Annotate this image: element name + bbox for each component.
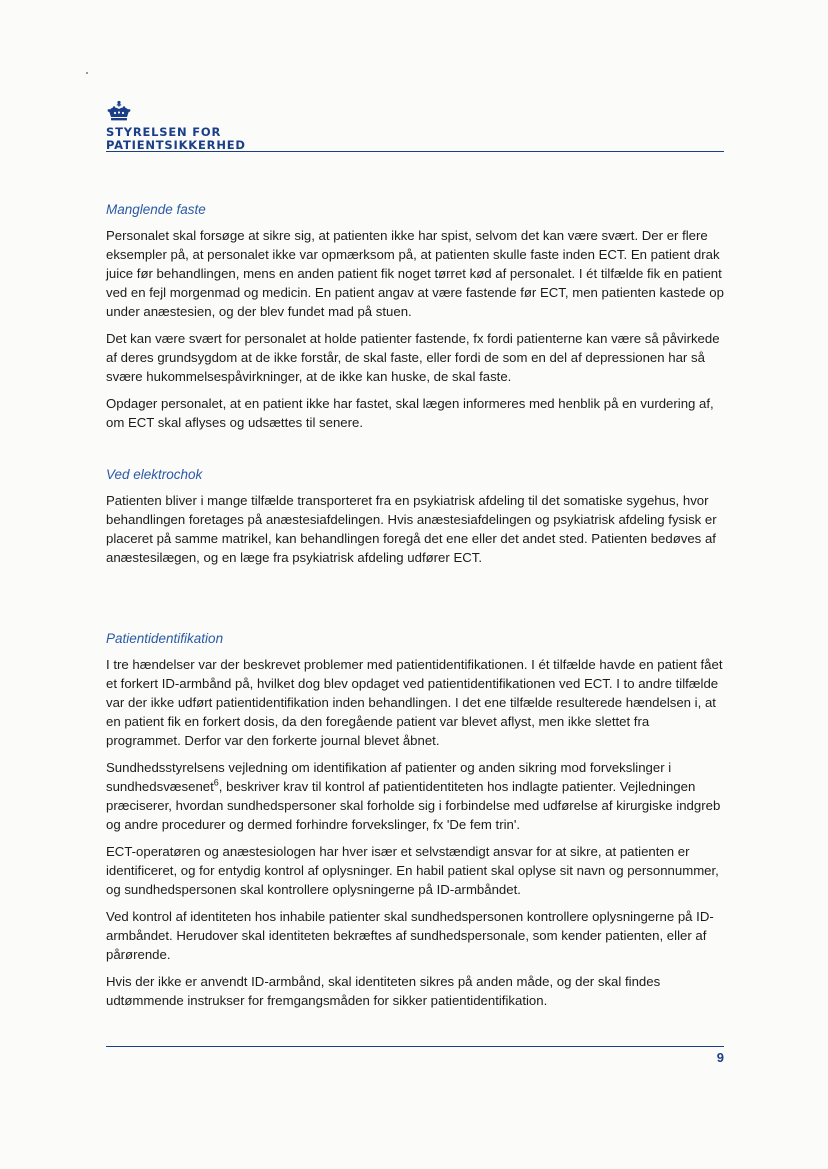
section-heading: Manglende faste: [106, 202, 206, 217]
footnote-reference[interactable]: 6: [213, 777, 219, 788]
paragraph: Ved kontrol af identiteten hos inhabile patienter skal sundhedspersonen kontrollere oplysningerne på ID-armbåndet. Herudover skal identiteten bekræftes af sundhedspersonale, som kender patienten, eller af pårørende.: [106, 909, 714, 962]
paragraph: Det kan være svært for personalet at holde patienter fastende, fx fordi patienterne kan være så påvirkede af deres grundsygdom at de ikke forstår, de skal faste, eller fordi de som en del af depressionen har så svære hukommelsespåvirkninger, at de ikke kan huske, de skal faste.: [106, 331, 720, 384]
scan-artifact: [86, 72, 88, 74]
paragraph-text: Sundhedsstyrelsens vejledning om identifikation af patienter og anden sikring mod forvekslinger i sundhedsvæsenet: [106, 760, 672, 794]
footer-divider: [106, 1046, 724, 1047]
paragraph: Personalet skal forsøge at sikre sig, at patienten ikke har spist, selvom det kan være svært. Der er flere eksempler på, at personalet ikke var opmærksom på, at patienten skulle faste inden ECT. En patient drak juice før behandlingen, mens en anden patient fik noget tørret kød af personalet. I ét tilfælde fik en patient ved en fejl morgenmad og medicin. En patient angav at være fastende før ECT, men patienten kastede op under anæstesien, og der blev fundet mad på stuen.: [106, 228, 724, 319]
paragraph: Opdager personalet, at en patient ikke har fastet, skal lægen informeres med henblik på en vurdering af, om ECT skal aflyses og udsættes til senere.: [106, 396, 714, 430]
paragraph: Patienten bliver i mange tilfælde transporteret fra en psykiatrisk afdeling til det somatiske sygehus, hvor behandlingen foretages på anæstesiafdelingen. Hvis anæstesiafdelingen og psykiatrisk afdeling fysisk er placeret på samme matrikel, kan behandlingen foregå det ene eller det andet sted. Patienten bedøves af anæstesilægen, og en læge fra psykiatrisk afdeling udfører ECT.: [106, 493, 717, 565]
paragraph-with-footnote: [106, 758, 726, 834]
logo-text-line2: PATIENTSIKKERHED: [106, 138, 246, 152]
paragraph-text: , beskriver krav til kontrol af patientidentiteten hos indlagte patienter. Vejledningen præciserer, hvordan sundhedspersoner skal forholde sig i forbindelse med udførelse af kirurgiske indgreb og andre procedurer og dermed forhindre forvekslinger, fx 'De fem trin'.: [106, 779, 721, 832]
section-manglende-faste: [106, 200, 726, 440]
paragraph: Hvis der ikke er anvendt ID-armbånd, skal identiteten sikres på anden måde, og der skal findes udtømmende instrukser for fremgangsmåden for sikker patientidentifikation.: [106, 974, 661, 1008]
paragraph: I tre hændelser var der beskrevet problemer med patientidentifikationen. I ét tilfælde havde en patient fået et forkert ID-armbånd på, hvilket dog blev opdaget ved patientidentifikationen ved ECT. I to andre tilfælde var der ikke udført patientidentifikation inden behandlingen. I det ene tilfælde resulterede hændelsen i, at en patient fik en forkert dosis, da den foregående patient var blevet aflyst, men ikke slettet fra programmet. Derfor var den forkerte journal blevet åbnet.: [106, 657, 723, 748]
header-divider: [106, 151, 724, 152]
paragraph: ECT-operatøren og anæstesiologen har hver især et selvstændigt ansvar for at sikre, at patienten er identificeret, og for entydig kontrol af oplysninger. En habil patient skal oplyse sit navn og personnummer, og sundhedspersonen skal kontrollere oplysningerne på ID-armbåndet.: [106, 844, 719, 897]
section-ved-elektrochok: [106, 465, 726, 575]
section-patientidentifikation: [106, 629, 726, 1018]
page-number: 9: [716, 1050, 724, 1065]
section-heading: Ved elektrochok: [106, 467, 203, 482]
section-heading: Patientidentifikation: [106, 631, 224, 646]
crown-icon: [106, 100, 132, 126]
logo-text-line1: STYRELSEN FOR: [106, 125, 222, 139]
